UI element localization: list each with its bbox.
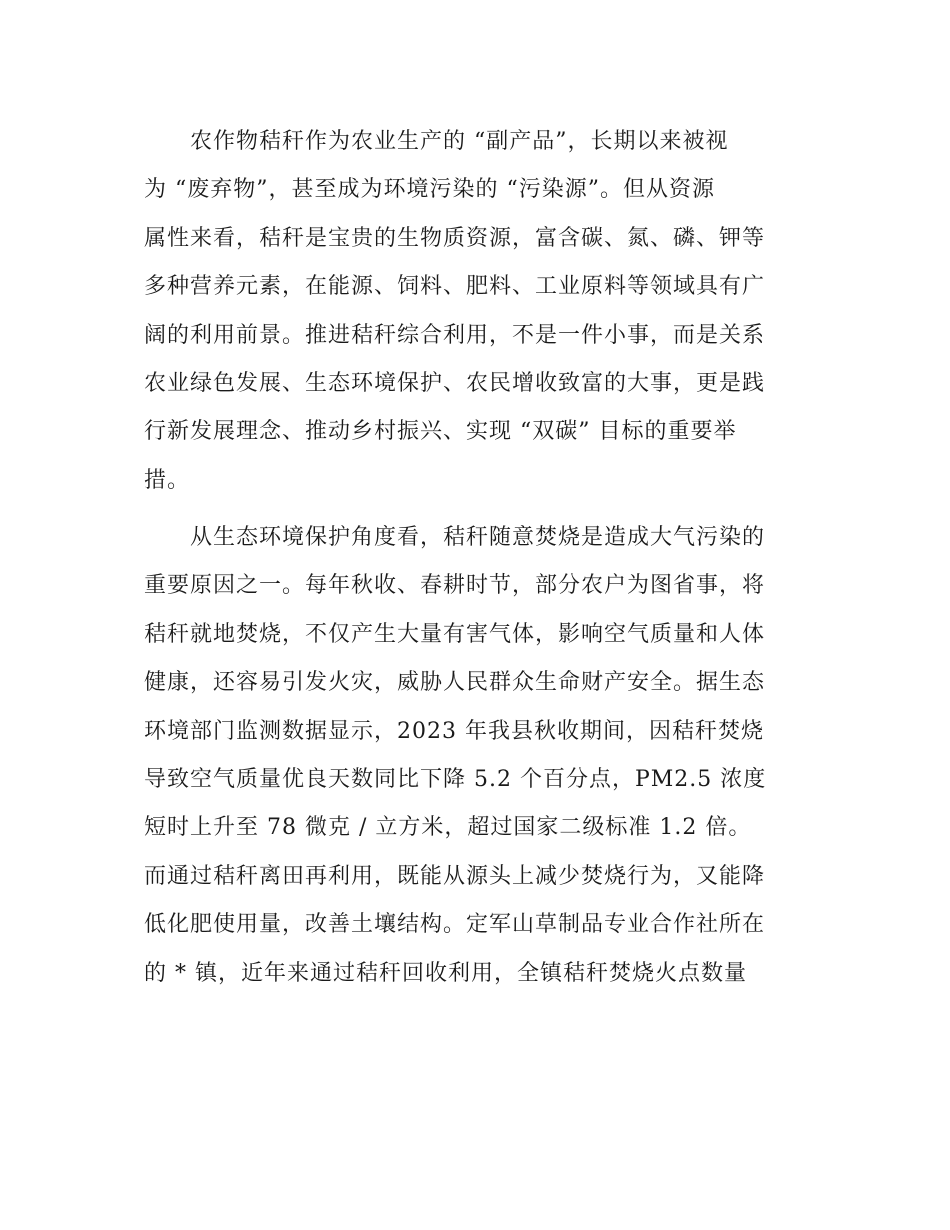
text-line: 措。 [144,467,191,493]
text-line: 多种营养元素，在能源、饲料、肥料、工业原料等领域具有广 [144,274,766,300]
text-line: 秸秆就地焚烧，不仅产生大量有害气体，影响空气质量和人体 [144,621,766,647]
text-line: 健康，还容易引发火灾，威胁人民群众生命财产安全。据生态 [144,670,766,696]
text-line: 行新发展理念、推动乡村振兴、实现 “双碳” 目标的重要举 [144,419,737,445]
text-line: 低化肥使用量，改善土壤结构。定军山草制品专业合作社所在 [144,912,766,938]
text-line: 农作物秸秆作为农业生产的 “副产品”，长期以来被视 [190,129,729,154]
text-line: 的 * 镇，近年来通过秸秆回收利用，全镇秸秆焚烧火点数量 [144,960,747,986]
paragraph-environmental-protection [144,514,812,998]
text-line: 重要原因之一。每年秋收、春耕时节，部分农户为图省事，将 [144,573,766,599]
text-line: 为 “废弃物”，甚至成为环境污染的 “污染源”。但从资源 [144,177,715,203]
text-line: 而通过秸秆离田再利用，既能从源头上减少焚烧行为，又能降 [144,863,766,889]
text-line: 属性来看，秸秆是宝贵的生物质资源，富含碳、氮、磷、钾等 [144,225,766,251]
text-line: 农业绿色发展、生态环境保护、农民增收致富的大事，更是践 [144,370,766,396]
text-line: 阔的利用前景。推进秸秆综合利用，不是一件小事，而是关系 [144,322,766,348]
text-line: 环境部门监测数据显示，2023 年我县秋收期间，因秸秆焚烧 [144,718,764,744]
text-line: 导致空气质量优良天数同比下降 5.2 个百分点，PM2.5 浓度 [144,766,767,792]
paragraph-straw-value [144,118,812,505]
text-line: 从生态环境保护角度看，秸秆随意焚烧是造成大气污染的 [190,525,766,550]
text-line: 短时上升至 78 微克 / 立方米，超过国家二级标准 1.2 倍。 [144,815,752,841]
